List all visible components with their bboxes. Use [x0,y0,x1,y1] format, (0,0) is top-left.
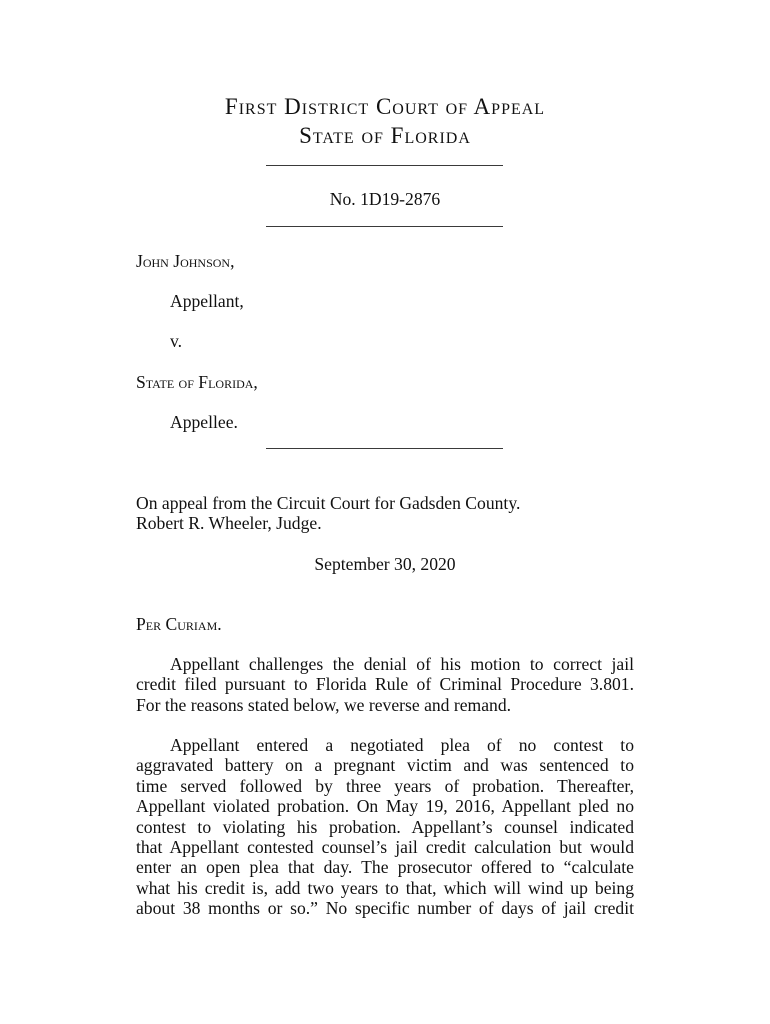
paragraph-line: Appellant entered a negotiated plea of no contest to [170,735,634,755]
appellant-name: John Johnson, [136,251,235,271]
paragraph-line: time served followed by three years of probation. Thereafter, [136,775,634,796]
paragraph-line: credit filed pursuant to Florida Rule of Criminal Procedure 3.801. [136,674,634,695]
decision-date: September 30, 2020 [314,554,456,574]
divider-rule [266,226,503,227]
paragraph-line: aggravated battery on a pregnant victim and was sentenced to [136,755,634,776]
court-heading [0,92,770,150]
paragraph-line: that Appellant contested counsel’s jail credit calculation but would [136,837,634,858]
appeal-origin: On appeal from the Circuit Court for Gadsden County. [136,493,521,513]
per-curiam-heading: Per Curiam. [136,614,222,634]
divider-rule [266,165,503,166]
court-state: State of Florida [299,123,471,148]
opinion-paragraph [136,654,634,715]
paragraph-line: Appellant challenges the denial of his motion to correct jail [170,654,634,674]
appellant-role: Appellant, [170,291,244,311]
paragraph-line: about 38 months or so.” No specific number of days of jail credit [136,898,634,919]
divider-rule [266,448,503,449]
paragraph-line: enter an open plea that day. The prosecutor offered to “calculate [136,857,634,878]
court-name: First District Court of Appeal [224,94,546,119]
versus-label: v. [170,331,183,351]
appellee-role: Appellee. [170,412,238,432]
opinion-paragraph [136,735,634,919]
paragraph-line: For the reasons stated below, we reverse and remand. [136,694,512,715]
paragraph-line: contest to violating his probation. Appellant’s counsel indicated [136,816,634,837]
appellee-name: State of Florida, [136,372,258,392]
appeal-judge: Robert R. Wheeler, Judge. [136,513,322,534]
case-number: No. 1D19-2876 [329,189,441,209]
appeal-info [136,493,634,534]
paragraph-line: what his credit is, add two years to that, which will wind up being [136,877,634,898]
paragraph-line: Appellant violated probation. On May 19, 2016, Appellant pled no [136,796,634,817]
